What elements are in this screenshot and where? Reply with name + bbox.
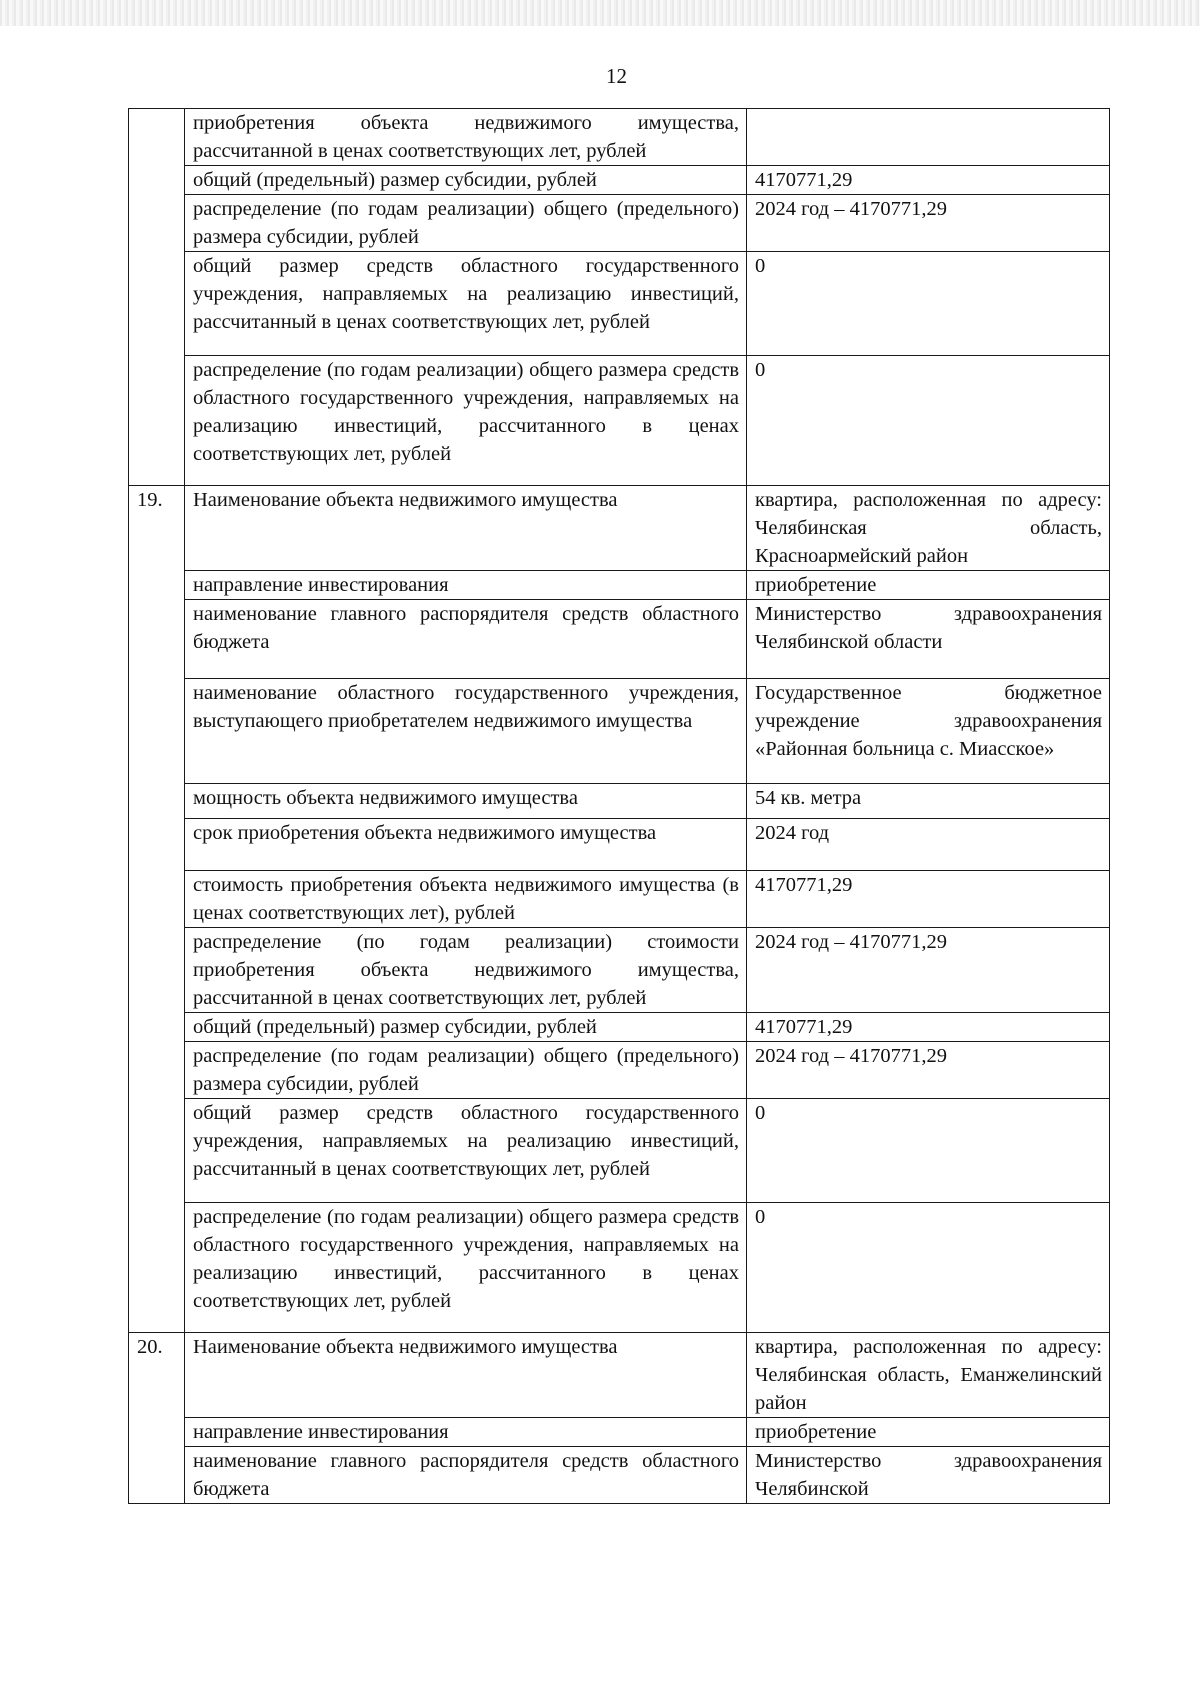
- page-number: 12: [606, 64, 627, 88]
- table-row: [129, 166, 1110, 195]
- table-row: [129, 1203, 1110, 1333]
- row-value: 2024 год – 4170771,29: [747, 195, 1110, 252]
- row-value: 0: [747, 252, 1110, 356]
- row-value: 0: [747, 356, 1110, 486]
- table-row: [129, 486, 1110, 571]
- row-description: наименование главного распорядителя средств областного бюджета: [185, 600, 747, 679]
- row-value: [747, 109, 1110, 166]
- row-description: распределение (по годам реализации) общего размера средств областного государственного учреждения, направляемых на реализацию инвестиций, рассчитанного в ценах соответствующих лет, рублей: [185, 356, 747, 486]
- table-row: [129, 871, 1110, 928]
- row-value: 2024 год – 4170771,29: [747, 928, 1110, 1013]
- row-value: квартира, расположенная по адресу: Челябинская область, Еманжелинский район: [747, 1333, 1110, 1418]
- row-value: квартира, расположенная по адресу: Челябинская область, Красноармейский район: [747, 486, 1110, 571]
- table-row: [129, 195, 1110, 252]
- row-value: 0: [747, 1203, 1110, 1333]
- row-description: распределение (по годам реализации) общего (предельного) размера субсидии, рублей: [185, 1042, 747, 1099]
- row-value: 54 кв. метра: [747, 784, 1110, 819]
- table-row: [129, 1099, 1110, 1203]
- table-row: [129, 1418, 1110, 1447]
- row-value: Государственное бюджетное учреждение здравоохранения «Районная больница с. Миасское»: [747, 679, 1110, 784]
- table-row: [129, 784, 1110, 819]
- table-row: [129, 928, 1110, 1013]
- row-value: 2024 год – 4170771,29: [747, 1042, 1110, 1099]
- row-value: приобретение: [747, 571, 1110, 600]
- row-description: наименование областного государственного учреждения, выступающего приобретателем недвижимого имущества: [185, 679, 747, 784]
- section-number: [129, 109, 185, 486]
- investment-objects-table: [128, 108, 1110, 1504]
- table-row: [129, 819, 1110, 871]
- row-value: 4170771,29: [747, 1013, 1110, 1042]
- row-description: срок приобретения объекта недвижимого имущества: [185, 819, 747, 871]
- row-description: направление инвестирования: [185, 1418, 747, 1447]
- row-description: Наименование объекта недвижимого имущества: [185, 486, 747, 571]
- section-number: 20.: [129, 1333, 185, 1504]
- section-number: 19.: [129, 486, 185, 1333]
- table-row: [129, 109, 1110, 166]
- table-row: [129, 1042, 1110, 1099]
- row-value: 4170771,29: [747, 166, 1110, 195]
- row-description: наименование главного распорядителя средств областного бюджета: [185, 1447, 747, 1504]
- table-row: [129, 356, 1110, 486]
- row-value: 2024 год: [747, 819, 1110, 871]
- row-description: общий (предельный) размер субсидии, рублей: [185, 1013, 747, 1042]
- table-row: [129, 252, 1110, 356]
- row-value: Министерство здравоохранения Челябинской: [747, 1447, 1110, 1504]
- row-description: распределение (по годам реализации) стоимости приобретения объекта недвижимого имущества, рассчитанной в ценах соответствующих лет, рублей: [185, 928, 747, 1013]
- table-row: [129, 600, 1110, 679]
- row-description: общий (предельный) размер субсидии, рублей: [185, 166, 747, 195]
- table-row: [129, 1013, 1110, 1042]
- row-description: общий размер средств областного государственного учреждения, направляемых на реализацию инвестиций, рассчитанный в ценах соответствующих лет, рублей: [185, 252, 747, 356]
- row-value: Министерство здравоохранения Челябинской области: [747, 600, 1110, 679]
- row-value: 0: [747, 1099, 1110, 1203]
- row-description: стоимость приобретения объекта недвижимого имущества (в ценах соответствующих лет), рублей: [185, 871, 747, 928]
- row-description: распределение (по годам реализации) общего (предельного) размера субсидии, рублей: [185, 195, 747, 252]
- row-description: направление инвестирования: [185, 571, 747, 600]
- row-description: мощность объекта недвижимого имущества: [185, 784, 747, 819]
- row-description: общий размер средств областного государственного учреждения, направляемых на реализацию инвестиций, рассчитанный в ценах соответствующих лет, рублей: [185, 1099, 747, 1203]
- table-row: [129, 679, 1110, 784]
- scan-artifact-strip: [0, 0, 1200, 26]
- table-row: [129, 1447, 1110, 1504]
- row-value: приобретение: [747, 1418, 1110, 1447]
- row-description: приобретения объекта недвижимого имущества, рассчитанной в ценах соответствующих лет, рублей: [185, 109, 747, 166]
- row-description: распределение (по годам реализации) общего размера средств областного государственного учреждения, направляемых на реализацию инвестиций, рассчитанного в ценах соответствующих лет, рублей: [185, 1203, 747, 1333]
- row-description: Наименование объекта недвижимого имущества: [185, 1333, 747, 1418]
- table-row: [129, 571, 1110, 600]
- row-value: 4170771,29: [747, 871, 1110, 928]
- table-row: [129, 1333, 1110, 1418]
